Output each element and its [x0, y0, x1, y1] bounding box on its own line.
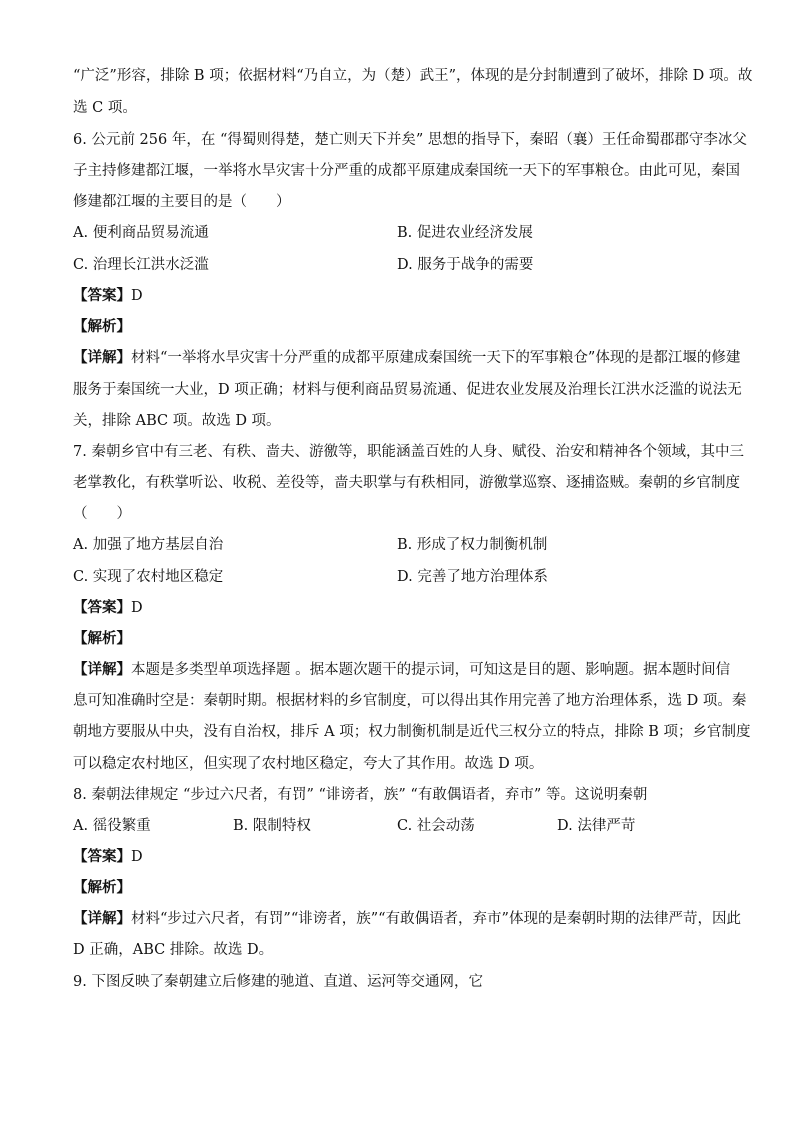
prev-explanation-line-1: “广泛”形容，排除 B 项；依据材料“乃自立，为（楚）武王”，体现的是分封制遭到了破坏，排除 D 项。故 — [73, 68, 753, 84]
q6-option-a: A. 便利商品贸易流通 — [73, 225, 209, 241]
q6-answer-value: D — [131, 288, 143, 304]
q7-stem-line-2: 老掌教化，有秩掌听讼、收税、差役等，啬夫职掌与有秩相同，游徼掌巡察、逐捕盗贼。秦朝的乡官制度 — [73, 475, 740, 491]
q7-detail-tag: 【详解】 — [73, 661, 131, 678]
q6-answer — [73, 286, 723, 306]
q6-option-b: B. 促进农业经济发展 — [397, 225, 533, 241]
q6-stem-line-2: 子主持修建都江堰，一举将水旱灾害十分严重的成都平原建成秦国统一天下的军事粮仓。由此可见，秦国 — [73, 163, 740, 179]
q8-option-d: D. 法律严苛 — [557, 818, 636, 834]
q7-answer-tag: 【答案】 — [73, 599, 131, 616]
q7-detail-line-2: 息可知准确时空是：秦朝时期。根据材料的乡官制度，可以得出其作用完善了地方治理体系，选 D 项。秦 — [73, 693, 747, 709]
q6-detail-text-1: 材料“一举将水旱灾害十分严重的成都平原建成秦国统一天下的军事粮仓”体现的是都江堰的修建 — [131, 350, 741, 366]
q7-detail-text-1: 本题是多类型单项选择题 。据本题次题干的提示词，可知这是目的题、影响题。据本题时间信 — [131, 662, 731, 678]
q8-analysis-tag: 【解析】 — [73, 879, 131, 896]
q9-stem-line-1: 9. 下图反映了秦朝建立后修建的驰道、直道、运河等交通网，它 — [73, 974, 483, 990]
q6-option-c: C. 治理长江洪水泛滥 — [73, 257, 209, 273]
q8-answer-value: D — [131, 849, 143, 865]
q7-detail-line-1 — [73, 660, 731, 680]
q7-answer-value: D — [131, 600, 143, 616]
q7-option-a: A. 加强了地方基层自治 — [73, 537, 224, 553]
q8-detail-text-1: 材料“步过六尺者，有罚”“诽谤者，族”“有敢偶语者，弃市”体现的是秦朝时期的法律严苛，因此 — [131, 911, 741, 927]
q6-option-d: D. 服务于战争的需要 — [397, 257, 534, 273]
q8-stem-line-1: 8. 秦朝法律规定 “步过六尺者，有罚” “诽谤者，族” “有敢偶语者，弃市” 等。这说明秦朝 — [73, 787, 648, 803]
q7-option-b: B. 形成了权力制衡机制 — [397, 537, 548, 553]
q6-analysis-tag: 【解析】 — [73, 318, 131, 335]
q8-detail-line-1 — [73, 909, 741, 929]
q7-detail-line-4: 可以稳定农村地区，但实现了农村地区稳定，夸大了其作用。故选 D 项。 — [73, 756, 544, 772]
q6-detail-line-1 — [73, 348, 741, 368]
q8-answer-tag: 【答案】 — [73, 848, 131, 865]
q7-detail-line-3: 朝地方要服从中央，没有自治权，排斥 A 项；权力制衡机制是近代三权分立的特点，排除 B 项；乡官制度 — [73, 724, 751, 740]
q7-analysis-tag: 【解析】 — [73, 630, 131, 647]
q7-stem-line-1: 7. 秦朝乡官中有三老、有秩、啬夫、游徼等，职能涵盖百姓的人身、赋役、治安和精神各个领域，其中三 — [73, 444, 744, 460]
q6-detail-line-3: 关，排除 ABC 项。故选 D 项。 — [73, 413, 281, 429]
q7-option-c: C. 实现了农村地区稳定 — [73, 569, 224, 585]
q6-detail-line-2: 服务于秦国统一大业，D 项正确；材料与便利商品贸易流通、促进农业发展及治理长江洪水泛滥的说法无 — [73, 382, 742, 398]
q6-answer-tag: 【答案】 — [73, 287, 131, 304]
q6-stem-line-1: 6. 公元前 256 年，在 “得蜀则得楚，楚亡则天下并矣” 思想的指导下，秦昭（襄）王任命蜀郡郡守李冰父 — [73, 132, 747, 148]
q6-stem-line-3: 修建都江堰的主要目的是（ ） — [73, 194, 291, 210]
q7-option-d: D. 完善了地方治理体系 — [397, 569, 548, 585]
q7-answer — [73, 598, 723, 618]
q8-option-a: A. 徭役繁重 — [73, 818, 151, 834]
q8-option-b: B. 限制特权 — [233, 818, 311, 834]
q8-option-c: C. 社会动荡 — [397, 818, 475, 834]
prev-explanation-line-2: 选 C 项。 — [73, 100, 137, 116]
q8-answer — [73, 847, 723, 867]
q8-detail-line-2: D 正确，ABC 排除。故选 D。 — [73, 942, 274, 958]
q7-stem-line-3: （ ） — [73, 506, 131, 522]
q8-detail-tag: 【详解】 — [73, 910, 131, 927]
q6-detail-tag: 【详解】 — [73, 349, 131, 366]
